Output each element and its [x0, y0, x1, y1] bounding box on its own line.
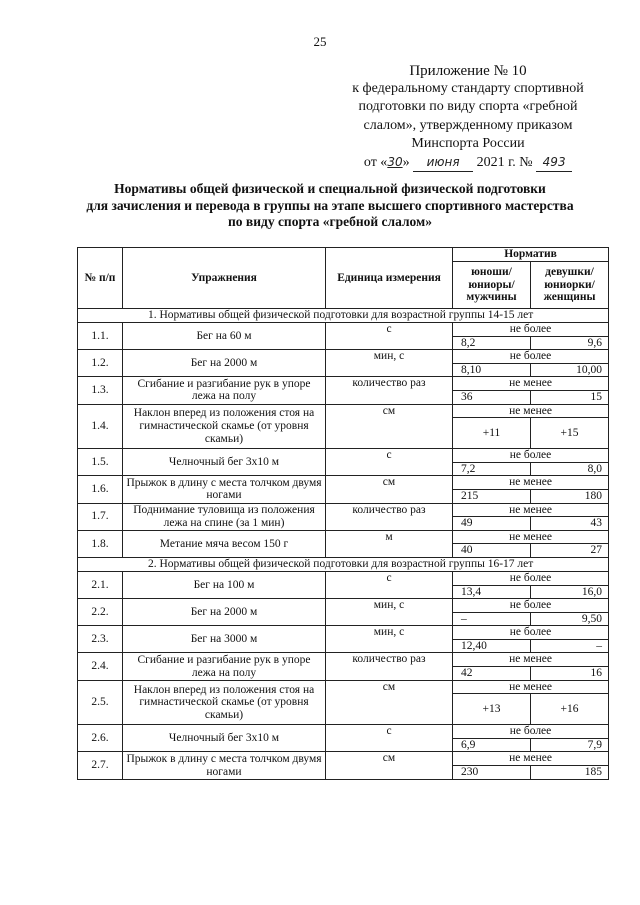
row-number: 2.6. — [78, 725, 123, 752]
row-number: 2.3. — [78, 626, 123, 653]
table-row — [78, 377, 609, 391]
table-row — [78, 599, 609, 613]
row-condition: не более — [453, 449, 609, 463]
norms-table-wrapper — [77, 247, 608, 780]
value-female: 9,6 — [531, 336, 609, 350]
row-unit: см — [326, 476, 453, 503]
row-unit: с — [326, 323, 453, 350]
table-row — [78, 653, 609, 667]
value-male: 7,2 — [453, 462, 531, 476]
table-row — [78, 503, 609, 517]
appendix-line: подготовки по виду спорта «гребной — [358, 99, 578, 115]
table-row — [78, 571, 609, 585]
row-condition: не менее — [453, 530, 609, 544]
section-row — [78, 557, 609, 571]
row-number: 2.1. — [78, 571, 123, 598]
row-unit: количество раз — [326, 653, 453, 680]
value-female: 8,0 — [531, 462, 609, 476]
value-female: 27 — [531, 544, 609, 558]
row-condition: не менее — [453, 503, 609, 517]
value-female: +16 — [531, 694, 609, 725]
row-number: 1.5. — [78, 449, 123, 476]
row-exercise: Челночный бег 3х10 м — [123, 725, 326, 752]
row-condition: не более — [453, 599, 609, 613]
row-number: 1.2. — [78, 350, 123, 377]
value-female: – — [531, 639, 609, 653]
table-row — [78, 449, 609, 463]
row-number: 1.8. — [78, 530, 123, 557]
value-male: 49 — [453, 517, 531, 531]
value-female: 16 — [531, 667, 609, 681]
value-female: +15 — [531, 418, 609, 449]
row-unit: с — [326, 449, 453, 476]
row-unit: мин, с — [326, 626, 453, 653]
value-male: 13,4 — [453, 585, 531, 599]
row-unit: количество раз — [326, 503, 453, 530]
table-row — [78, 404, 609, 418]
appendix-header — [330, 62, 606, 172]
row-condition: не более — [453, 725, 609, 739]
row-number: 2.7. — [78, 752, 123, 779]
row-exercise: Метание мяча весом 150 г — [123, 530, 326, 557]
title-line: по виду спорта «гребной слалом» — [228, 214, 432, 229]
value-female: 10,00 — [531, 363, 609, 377]
row-unit: с — [326, 725, 453, 752]
row-unit: мин, с — [326, 599, 453, 626]
value-female: 9,50 — [531, 612, 609, 626]
order-number-handwritten: 493 — [536, 153, 572, 172]
table-row — [78, 476, 609, 490]
value-male: – — [453, 612, 531, 626]
title-line: Нормативы общей физической и специальной физической подготовки — [114, 181, 546, 196]
row-unit: м — [326, 530, 453, 557]
row-number: 1.4. — [78, 404, 123, 449]
row-condition: не менее — [453, 653, 609, 667]
appendix-line: Минспорта России — [411, 135, 525, 151]
row-unit: количество раз — [326, 377, 453, 404]
row-exercise: Бег на 100 м — [123, 571, 326, 598]
appendix-date — [330, 153, 606, 172]
appendix-line: к федеральному стандарту спортивной — [352, 81, 584, 97]
row-condition: не менее — [453, 752, 609, 766]
document-title — [40, 181, 620, 231]
date-day-handwritten: 30 — [387, 155, 403, 170]
row-number: 2.2. — [78, 599, 123, 626]
header-norm: Норматив — [453, 248, 609, 262]
table-row — [78, 350, 609, 364]
row-number: 1.7. — [78, 503, 123, 530]
value-male: +13 — [453, 694, 531, 725]
header-female: девушки/ юниорки/ женщины — [531, 262, 609, 309]
row-unit: см — [326, 752, 453, 779]
row-number: 2.4. — [78, 653, 123, 680]
value-male: 8,10 — [453, 363, 531, 377]
value-male: +11 — [453, 418, 531, 449]
date-prefix: от « — [363, 155, 388, 171]
row-condition: не менее — [453, 404, 609, 418]
row-condition: не менее — [453, 680, 609, 694]
appendix-line: Приложение № 10 — [409, 63, 527, 79]
value-male: 230 — [453, 766, 531, 780]
row-condition: не более — [453, 571, 609, 585]
row-unit: см — [326, 680, 453, 725]
row-condition: не более — [453, 350, 609, 364]
norms-table — [77, 247, 609, 780]
value-female: 180 — [531, 489, 609, 503]
row-number: 1.3. — [78, 377, 123, 404]
section-title: 2. Нормативы общей физической подготовки для возрастной группы 16-17 лет — [78, 557, 609, 571]
value-male: 42 — [453, 667, 531, 681]
row-exercise: Прыжок в длину с места толчком двумя ногами — [123, 476, 326, 503]
row-exercise: Наклон вперед из положения стоя на гимнастической скамье (от уровня скамьи) — [123, 680, 326, 725]
row-exercise: Бег на 3000 м — [123, 626, 326, 653]
row-exercise: Бег на 60 м — [123, 323, 326, 350]
table-row — [78, 323, 609, 337]
row-condition: не менее — [453, 377, 609, 391]
row-number: 1.6. — [78, 476, 123, 503]
value-female: 7,9 — [531, 738, 609, 752]
row-exercise: Прыжок в длину с места толчком двумя ногами — [123, 752, 326, 779]
value-female: 185 — [531, 766, 609, 780]
row-condition: не менее — [453, 476, 609, 490]
row-condition: не более — [453, 323, 609, 337]
value-male: 215 — [453, 489, 531, 503]
value-female: 43 — [531, 517, 609, 531]
row-exercise: Сгибание и разгибание рук в упоре лежа на полу — [123, 377, 326, 404]
value-female: 15 — [531, 390, 609, 404]
row-number: 1.1. — [78, 323, 123, 350]
header-male: юноши/ юниоры/ мужчины — [453, 262, 531, 309]
value-male: 12,40 — [453, 639, 531, 653]
header-unit: Единица измерения — [326, 248, 453, 309]
value-male: 36 — [453, 390, 531, 404]
date-year: 2021 г. № — [476, 155, 533, 171]
row-condition: не более — [453, 626, 609, 640]
page-number: 25 — [313, 34, 327, 49]
value-male: 6,9 — [453, 738, 531, 752]
section-title: 1. Нормативы общей физической подготовки для возрастной группы 14-15 лет — [78, 309, 609, 323]
row-number: 2.5. — [78, 680, 123, 725]
section-row — [78, 309, 609, 323]
title-line: для зачисления и перевода в группы на этапе высшего спортивного мастерства — [86, 197, 574, 213]
table-row — [78, 680, 609, 694]
table-row — [78, 530, 609, 544]
row-exercise: Бег на 2000 м — [123, 599, 326, 626]
value-male: 40 — [453, 544, 531, 558]
row-exercise: Наклон вперед из положения стоя на гимнастической скамье (от уровня скамьи) — [123, 404, 326, 449]
header-num: № п/п — [78, 248, 123, 309]
value-male: 8,2 — [453, 336, 531, 350]
appendix-line: слалом», утвержденному приказом — [363, 117, 573, 133]
header-exercise: Упражнения — [123, 248, 326, 309]
table-row — [78, 752, 609, 766]
row-exercise: Поднимание туловища из положения лежа на спине (за 1 мин) — [123, 503, 326, 530]
value-female: 16,0 — [531, 585, 609, 599]
row-exercise: Сгибание и разгибание рук в упоре лежа на полу — [123, 653, 326, 680]
row-exercise: Челночный бег 3х10 м — [123, 449, 326, 476]
table-row — [78, 626, 609, 640]
date-month-handwritten: июня — [413, 153, 473, 172]
row-exercise: Бег на 2000 м — [123, 350, 326, 377]
row-unit: мин, с — [326, 350, 453, 377]
row-unit: см — [326, 404, 453, 449]
table-row — [78, 725, 609, 739]
date-mid: » — [402, 155, 410, 171]
row-unit: с — [326, 571, 453, 598]
